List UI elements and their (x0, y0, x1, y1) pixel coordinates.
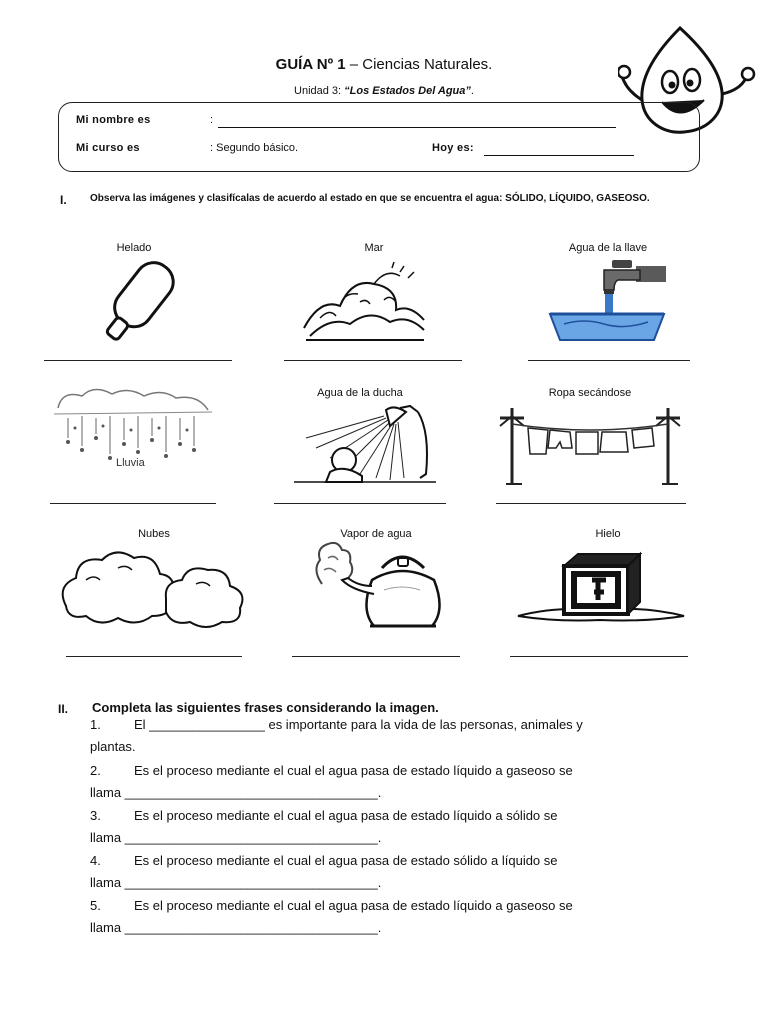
title-guide-number: GUÍA Nº 1 (275, 56, 346, 73)
section-1-number: I. (60, 193, 67, 207)
caption-helado: Helado (116, 242, 152, 254)
subtitle-unit: Unidad 3: (294, 85, 345, 97)
sentence-4-text: Es el proceso mediante el cual el agua pasa de estado sólido a líquido se (134, 853, 558, 868)
clouds-icon (56, 546, 248, 632)
shower-icon (290, 402, 440, 484)
answer-line-vapor[interactable] (292, 656, 460, 657)
caption-hielo: Hielo (595, 528, 621, 540)
name-colon: : (210, 114, 214, 126)
answer-line-lluvia[interactable] (50, 503, 216, 504)
title-subject: – Ciencias Naturales. (345, 56, 493, 73)
caption-mar: Mar (364, 242, 384, 254)
answer-line-mar[interactable] (284, 360, 462, 361)
section-2-instruction: Completa las siguientes frases considerando la imagen. (92, 700, 439, 715)
sentence-2-number: 2. (90, 763, 101, 778)
sentence-1 (90, 714, 710, 758)
student-info-box (58, 102, 700, 172)
sentence-3-number: 3. (90, 808, 101, 823)
name-label: Mi nombre es (76, 114, 151, 126)
answer-line-ducha[interactable] (274, 503, 446, 504)
sentence-5-text: Es el proceso mediante el cual el agua pasa de estado líquido a gaseoso se (134, 898, 573, 913)
rain-icon (48, 384, 218, 474)
answer-line-ropa[interactable] (496, 503, 686, 504)
answer-line-agua-llave[interactable] (528, 360, 690, 361)
caption-agua-llave: Agua de la llave (568, 242, 648, 254)
sentence-2-text: Es el proceso mediante el cual el agua pasa de estado líquido a gaseoso se (134, 763, 573, 778)
sentence-3-text: Es el proceso mediante el cual el agua pasa de estado líquido a sólido se (134, 808, 558, 823)
course-value: : Segundo básico. (210, 142, 299, 154)
section-2-number: II. (58, 702, 69, 716)
name-input-line[interactable] (218, 127, 616, 128)
answer-line-helado[interactable] (44, 360, 232, 361)
sentence-1-text: El ________________ es importante para la vida de las personas, animales y (134, 717, 583, 732)
date-input-line[interactable] (484, 155, 634, 156)
sentence-2 (90, 760, 710, 804)
sentence-3 (90, 805, 710, 849)
sentence-4 (90, 850, 710, 894)
subtitle-topic: “Los Estados Del Agua” (344, 85, 471, 97)
wave-icon (300, 258, 430, 343)
popsicle-icon (84, 256, 194, 346)
sentence-5-continuation: llama ___________________________________. (90, 920, 382, 935)
sentence-4-number: 4. (90, 853, 101, 868)
sentence-2-continuation: llama ___________________________________. (90, 785, 382, 800)
caption-nubes: Nubes (138, 528, 170, 540)
sentence-4-continuation: llama ___________________________________. (90, 875, 382, 890)
caption-ropa: Ropa secándose (548, 387, 632, 399)
sentence-3-continuation: llama ___________________________________. (90, 830, 382, 845)
caption-vapor: Vapor de agua (340, 528, 412, 540)
sentence-5-number: 5. (90, 898, 101, 913)
rain-label: Lluvia (116, 457, 145, 469)
caption-agua-ducha: Agua de la ducha (317, 387, 403, 399)
clothesline-icon (492, 402, 688, 486)
answer-line-nubes[interactable] (66, 656, 242, 657)
sentence-1-continuation: plantas. (90, 739, 136, 754)
answer-line-hielo[interactable] (510, 656, 688, 657)
sentence-1-number: 1. (90, 717, 101, 732)
kettle-icon (308, 540, 458, 632)
subtitle-period: . (470, 85, 474, 97)
page-title (0, 56, 768, 73)
sentence-5 (90, 895, 710, 939)
course-label: Mi curso es (76, 142, 140, 154)
date-label: Hoy es: (432, 142, 474, 154)
faucet-icon (544, 256, 674, 348)
ice-cube-icon (516, 548, 686, 632)
section-1-instruction: Observa las imágenes y clasifícalas de acuerdo al estado en que se encuentra el agua: SÓLIDO, LÍQUIDO, GASEOSO. (90, 193, 650, 204)
page-subtitle (0, 85, 768, 97)
